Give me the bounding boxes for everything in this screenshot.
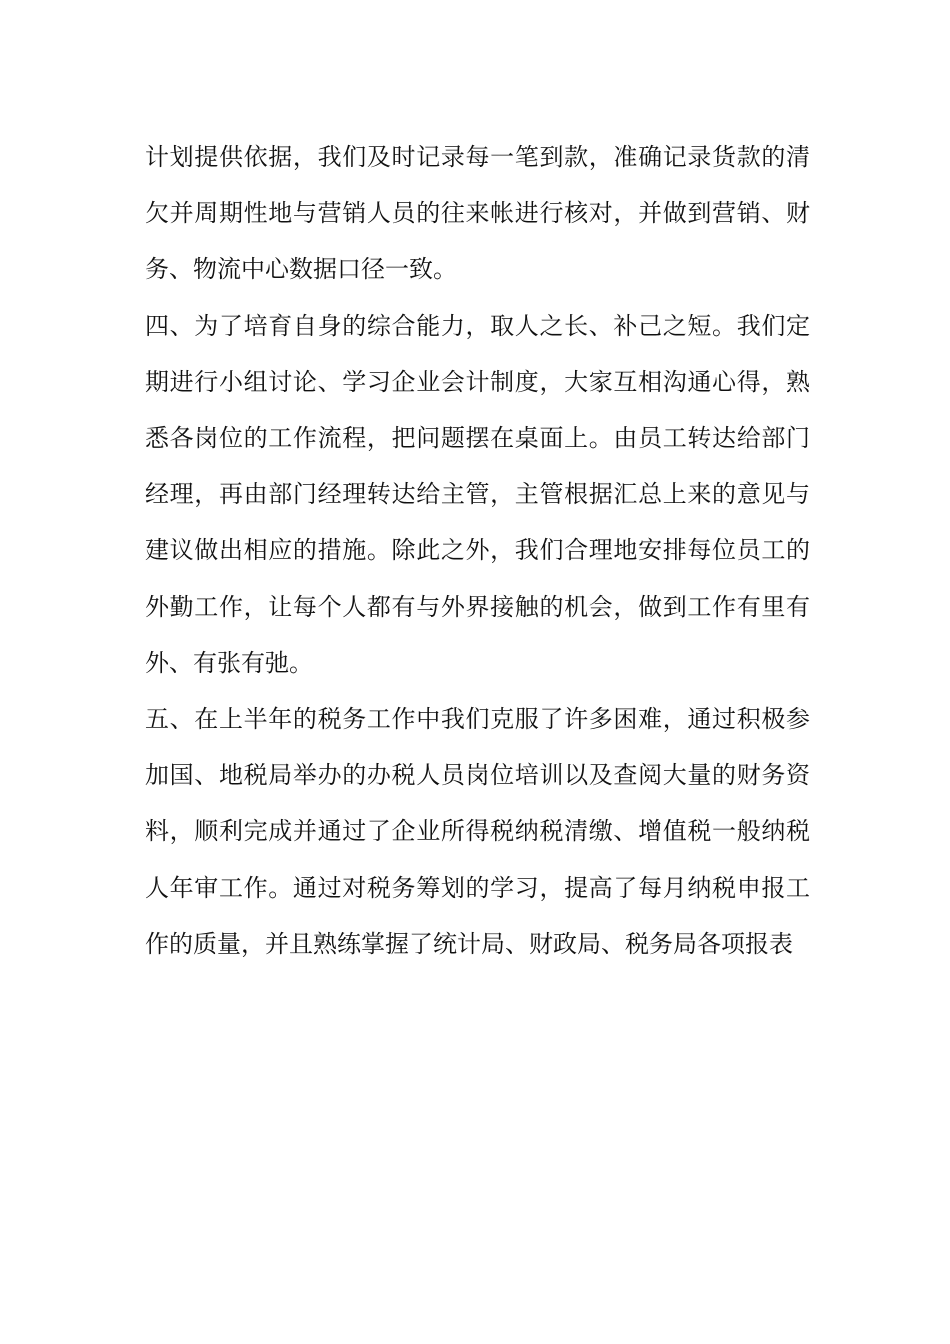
paragraph-section-five: 五、在上半年的税务工作中我们克服了许多困难，通过积极参加国、地税局举办的办税人员岗位培训以及查阅大量的财务资料，顺利完成并通过了企业所得税纳税清缴、增值税一般纳税人年审工作。通过对税务筹划的学习，提高了每月纳税申报工作的质量，并且熟练掌握了统计局、财政局、税务局各项报表 — [145, 705, 810, 958]
paragraph-section-four: 四、为了培育自身的综合能力，取人之长、补己之短。我们定期进行小组讨论、学习企业会计制度，大家互相沟通心得，熟悉各岗位的工作流程，把问题摆在桌面上。由员工转达给部门经理，再由部门经理转达给主管，主管根据汇总上来的意见与建议做出相应的措施。除此之外，我们合理地安排每位员工的外勤工作，让每个人都有与外界接触的机会，做到工作有里有外、有张有弛。 — [145, 311, 810, 677]
document-body — [145, 129, 810, 972]
paragraph-continuation: 计划提供依据，我们及时记录每一笔到款，准确记录货款的清欠并周期性地与营销人员的往来帐进行核对，并做到营销、财务、物流中心数据口径一致。 — [145, 143, 810, 284]
